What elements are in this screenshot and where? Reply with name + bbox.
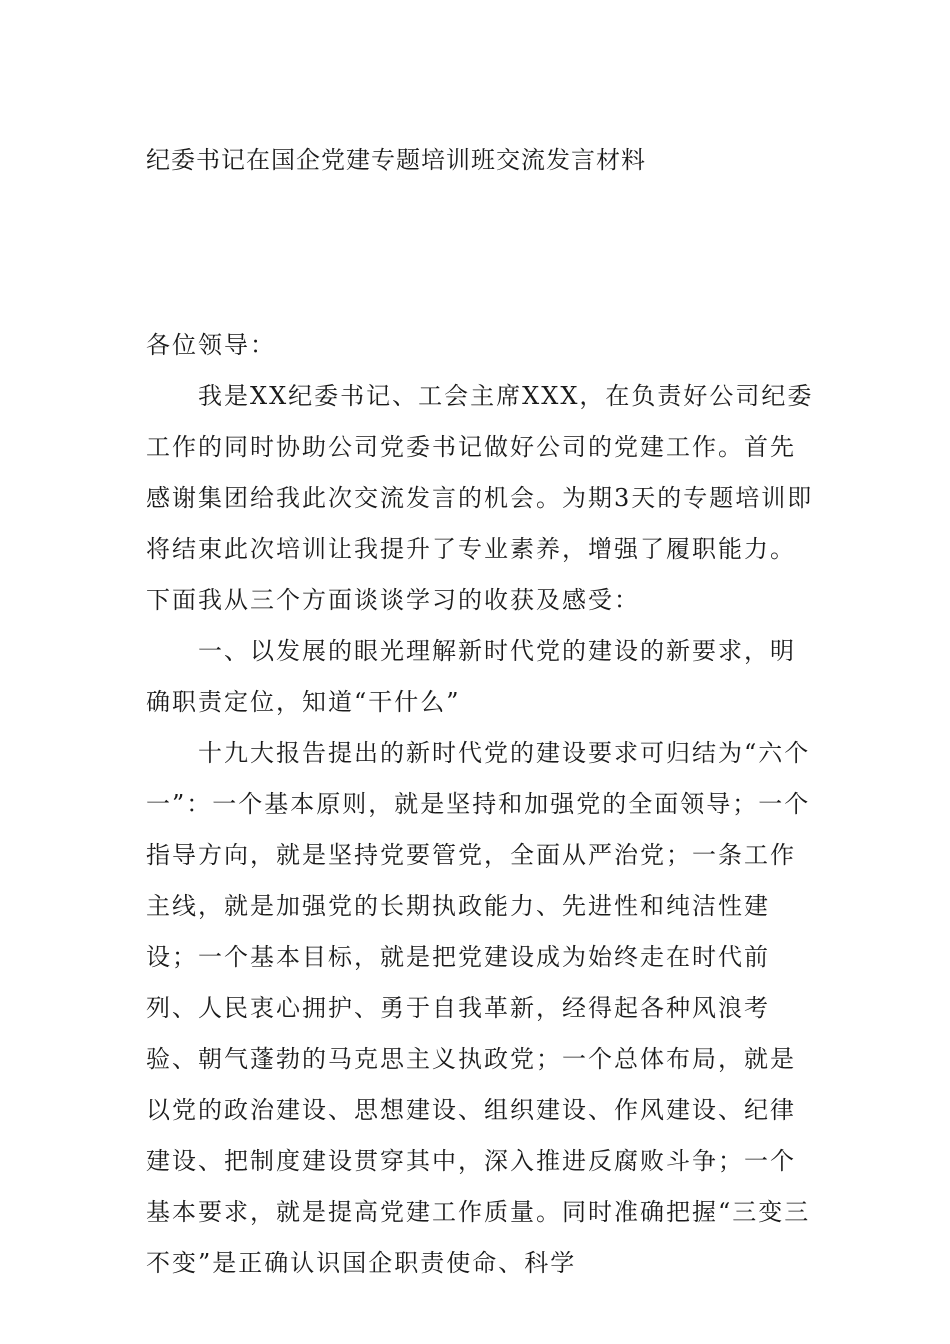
section-heading-1: 一、以发展的眼光理解新时代党的建设的新要求，明确职责定位，知道“干什么”: [146, 637, 796, 716]
salutation: 各位领导：: [146, 331, 276, 359]
paragraph-introduction: 我是XX纪委书记、工会主席XXX，在负责好公司纪委工作的同时协助公司党委书记做好公司的党建工作。首先感谢集团给我此次交流发言的机会。为期3天的专题培训即将结束此次培训让我提升了专业素养，增强了履职能力。下面我从三个方面谈谈学习的收获及感受：: [146, 382, 814, 614]
document-body: [146, 320, 816, 1289]
document-title: 纪委书记在国企党建专题培训班交流发言材料: [146, 146, 646, 174]
paragraph-six-ones: 十九大报告提出的新时代党的建设要求可归结为“六个一”：一个基本原则，就是坚持和加强党的全面领导；一个指导方向，就是坚持党要管党，全面从严治党；一条工作主线，就是加强党的长期执政能力、先进性和纯洁性建设；一个基本目标，就是把党建设成为始终走在时代前列、人民衷心拥护、勇于自我革新，经得起各种风浪考验、朝气蓬勃的马克思主义执政党；一个总体布局，就是以党的政治建设、思想建设、组织建设、作风建设、纪律建设、把制度建设贯穿其中，深入推进反腐败斗争；一个基本要求，就是提高党建工作质量。同时准确把握“三变三不变”是正确认识国企职责使命、科学: [146, 739, 811, 1277]
